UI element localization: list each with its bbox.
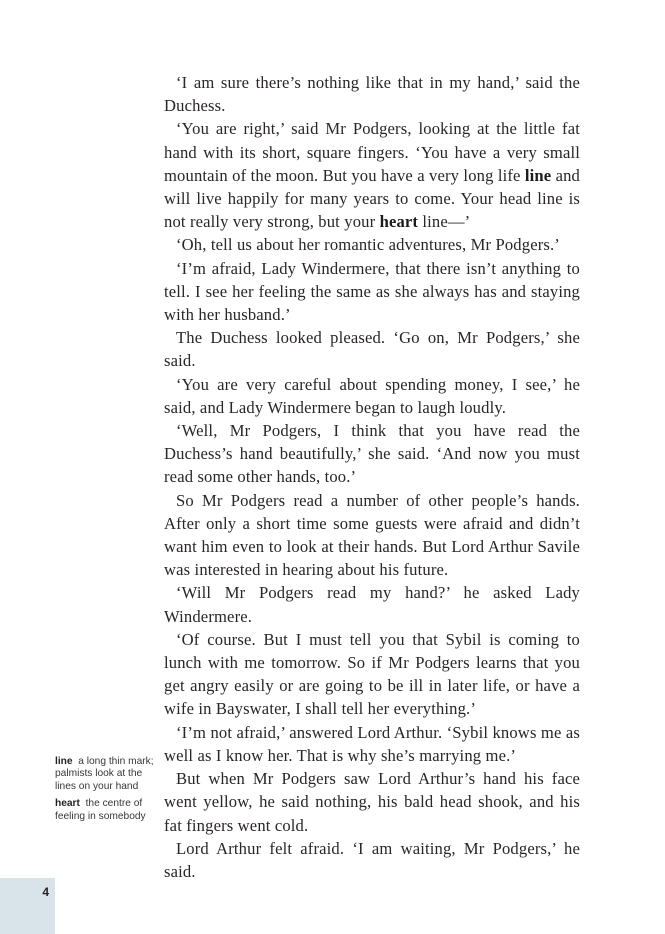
paragraph: ‘Of course. But I must tell you that Sybil is coming to lunch with me tomorrow. So if Mr Podgers learns that you get angry easily or are going to be ill in later life, or have a wife in Bayswater, I shall tell her everything.’ bbox=[164, 629, 580, 719]
paragraph-text: and will live happily for many years to come. Your head line is not really very strong, but your bbox=[164, 165, 580, 232]
glossary-definition: a long thin mark; palmists look at the lines on your hand bbox=[55, 756, 154, 792]
paragraph bbox=[164, 117, 580, 233]
main-text-column bbox=[164, 71, 580, 883]
page-number: 4 bbox=[42, 885, 49, 899]
glossary-entry-line bbox=[55, 756, 155, 793]
paragraph-text: ‘You are right,’ said Mr Podgers, looking at the little fat hand with its short, square fingers. ‘You have a very small mountain of the moon. But you have a very long life bbox=[164, 119, 580, 185]
paragraph: ‘Oh, tell us about her romantic adventures, Mr Podgers.’ bbox=[176, 235, 560, 255]
paragraph: ‘You are very careful about spending money, I see,’ he said, and Lady Windermere began to laugh loudly. bbox=[164, 374, 580, 417]
glossary-keyword-heart: heart bbox=[379, 212, 419, 232]
glossary-definition: the centre of feeling in somebody bbox=[55, 798, 146, 822]
page-number-tab bbox=[0, 878, 55, 934]
paragraph: But when Mr Podgers saw Lord Arthur’s hand his face went yellow, he said nothing, his bald head shook, and his fat fingers went cold. bbox=[164, 769, 580, 835]
paragraph-text: line—’ bbox=[418, 212, 471, 232]
glossary-keyword-line: line bbox=[524, 165, 552, 185]
paragraph: ‘Well, Mr Podgers, I think that you have read the Duchess’s hand beautifully,’ she said. ‘And now you must read some other hands, too.’ bbox=[164, 421, 580, 487]
glossary-sidebar bbox=[55, 756, 155, 828]
paragraph: ‘Will Mr Podgers read my hand?’ he asked Lady Windermere. bbox=[164, 583, 580, 626]
paragraph: ‘I’m afraid, Lady Windermere, that there isn’t anything to tell. I see her feeling the same as she always has and staying with her husband.’ bbox=[164, 258, 580, 325]
paragraph: The Duchess looked pleased. ‘Go on, Mr Podgers,’ she said. bbox=[164, 328, 580, 371]
glossary-term: line bbox=[55, 756, 73, 767]
glossary-term: heart bbox=[55, 798, 80, 810]
paragraph: ‘I’m not afraid,’ answered Lord Arthur. ‘Sybil knows me as well as I know her. That is why she’s marrying me.’ bbox=[164, 722, 580, 765]
paragraph: ‘I am sure there’s nothing like that in my hand,’ said the Duchess. bbox=[164, 73, 580, 116]
glossary-entry-heart bbox=[55, 798, 155, 823]
paragraph: Lord Arthur felt afraid. ‘I am waiting, Mr Podgers,’ he said. bbox=[164, 838, 580, 881]
paragraph: So Mr Podgers read a number of other people’s hands. After only a short time some guests were afraid and didn’t want him even to look at their hands. But Lord Arthur Savile was interested in hearing about his future. bbox=[164, 490, 580, 580]
